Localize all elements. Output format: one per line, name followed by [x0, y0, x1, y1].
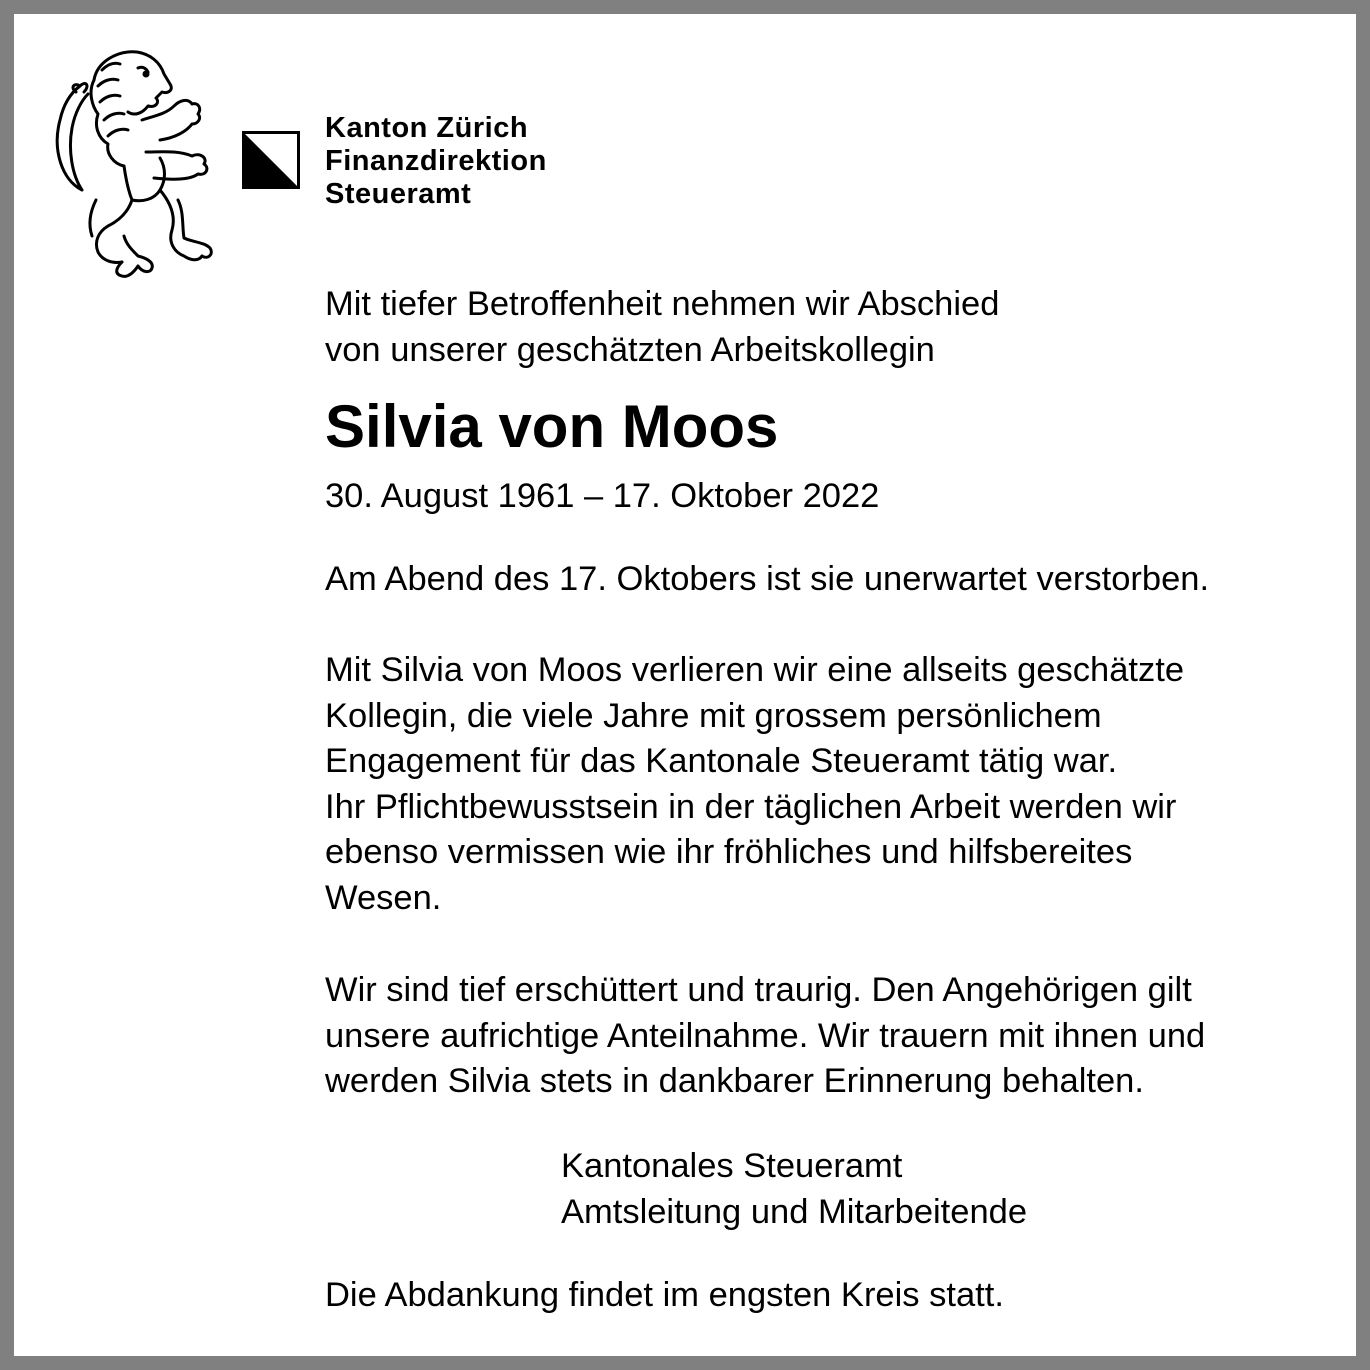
signature-line: Amtsleitung und Mitarbeitende [561, 1192, 1028, 1231]
condolence-line: Wir sind tief erschüttert und traurig. Den Angehörigen gilt [325, 971, 1192, 1009]
intro-text [325, 282, 999, 373]
intro-line: Mit tiefer Betroffenheit nehmen wir Abschied [325, 285, 1000, 323]
org-line-canton: Kanton Zürich [325, 112, 529, 144]
tribute-line: Mit Silvia von Moos verlieren wir eine allseits geschätzte [325, 651, 1185, 689]
tribute-line: Kollegin, die viele Jahre mit grossem persönlichem [325, 696, 1102, 735]
death-note: Am Abend des 17. Oktobers ist sie unerwartet verstorben. [325, 560, 1210, 598]
condolence-line: unsere aufrichtige Anteilnahme. Wir trauern mit ihnen und [325, 1016, 1206, 1055]
tribute-paragraph [325, 648, 1184, 921]
condolence-line: werden Silvia stets in dankbarer Erinnerung behalten. [325, 1062, 1144, 1100]
condolence-paragraph [325, 968, 1205, 1105]
intro-line: von unserer geschätzten Arbeitskollegin [325, 330, 935, 369]
zurich-lion-icon [42, 40, 222, 280]
signature-block [561, 1144, 1027, 1235]
tribute-line: ebenso vermissen wie ihr fröhliches und hilfsbereites [325, 833, 1133, 871]
org-line-office: Steueramt [325, 178, 472, 210]
org-line-directorate: Finanzdirektion [325, 145, 547, 177]
life-dates: 30. August 1961 – 17. Oktober 2022 [325, 477, 880, 515]
obituary-page [14, 14, 1356, 1356]
tribute-line: Ihr Pflichtbewusstsein in der täglichen Arbeit werden wir [325, 787, 1177, 826]
tribute-line: Engagement für das Kantonale Steueramt tätig war. [325, 742, 1118, 780]
deceased-name: Silvia von Moos [325, 393, 779, 460]
zurich-coat-of-arms-icon [242, 131, 300, 189]
organization-name [325, 112, 547, 211]
signature-line: Kantonales Steueramt [561, 1147, 903, 1185]
funeral-note: Die Abdankung findet im engsten Kreis statt. [325, 1276, 1004, 1314]
tribute-line: Wesen. [325, 878, 442, 917]
